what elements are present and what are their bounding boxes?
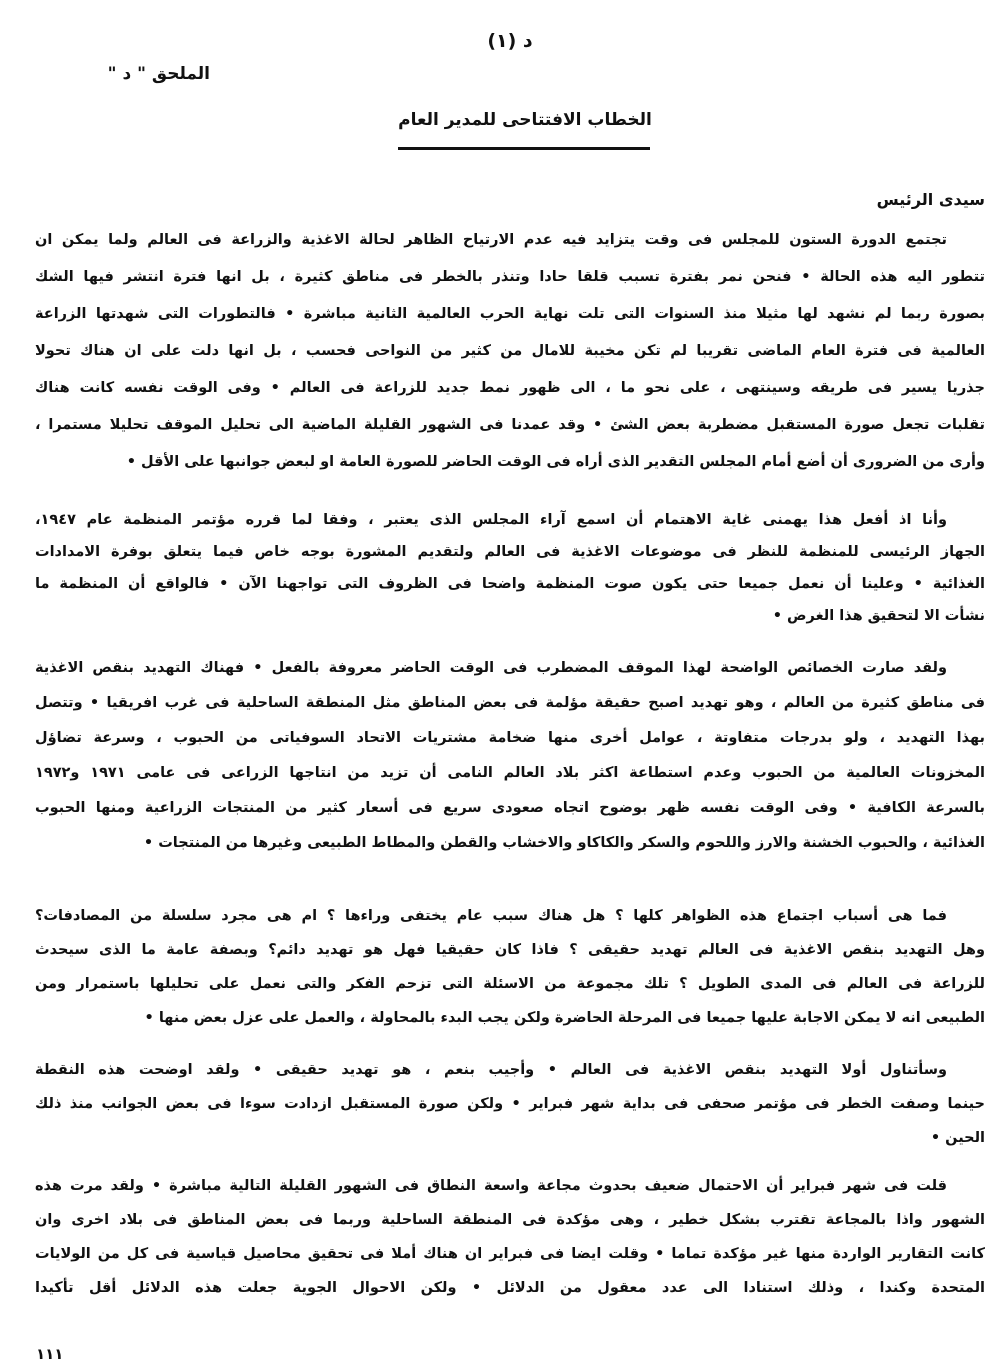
text-line: ولقد صارت الخصائص الواضحة لهذا الموقف المضطرب فى الوقت الحاضر معروفة بالفعل • فهناك التهديد بنقص الاغذية [35, 660, 947, 676]
page-number: ١١١ [36, 1345, 64, 1363]
text-line: للزراعة فى العالم فى المدى الطويل ؟ تلك مجموعة من الاسئلة التى تزحم الفكر والتى نعمل على تحليلها باستمرار ومن [35, 976, 985, 992]
text-line: قلت فى شهر فبراير أن الاحتمال ضعيف بحدوث مجاعة واسعة النطاق فى الشهور القليلة التالية مباشرة • ولقد مرت هذه [35, 1178, 947, 1194]
page-marker: د (١) [487, 30, 533, 52]
text-line: بالسرعة الكافية • وفى الوقت نفسه ظهر بوضوح اتجاه صعودى سريع فى أسعار كثير من المنتجات الزراعية ومنها الحبوب [35, 800, 985, 816]
text-line: تقلبات تجعل صورة المستقبل مضطربة بعض الشئ • وقد عمدنا فى الشهور القليلة الماضية الى تحليل الموقف تحليلا مستمرا ، [35, 417, 985, 433]
text-line: الحين • [930, 1130, 985, 1146]
text-line: نشأت الا لتحقيق هذا الغرض • [772, 608, 985, 624]
paragraph [35, 899, 985, 1035]
paragraph [35, 222, 985, 481]
text-line: الغذائية ، والحبوب الخشنة والارز واللحوم والسكر والكاكاو والاخشاب والقطن والمطاط الطبيعى وغيرها من المنتجات • [143, 835, 985, 851]
text-line: تتطور اليه هذه الحالة • فنحن نمر بفترة تسبب قلقا حادا وتنذر بالخطر فى مناطق كثيرة ، بل انها فترة انتشر فيها الشك [35, 269, 985, 285]
text-line: وهل التهديد بنقص الاغذية فى العالم تهديد حقيقى ؟ فاذا كان حقيقيا فهل هو تهديد دائم؟ وبصفة عامة ما الذى سيحدث [35, 942, 985, 958]
text-line: تجتمع الدورة الستون للمجلس فى وقت يتزايد فيه عدم الارتياح الظاهر لحالة الاغذية والزراعة فى العالم ولما يمكن ان [35, 232, 947, 248]
appendix-label: الملحق " د " [107, 64, 210, 84]
text-line: حينما وصفت الخطر فى مؤتمر صحفى فى بداية شهر فبراير • ولكن صورة المستقبل ازدادت سوءا فى بعض الجوانب منذ ذلك [35, 1096, 985, 1112]
text-line: الشهور واذا بالمجاعة تقترب بشكل خطير ، وهى مؤكدة فى المنطقة الساحلية وربما فى بعض المناطق فى بلاد اخرى وان [35, 1212, 985, 1228]
text-line: بهذا التهديد ، ولو بدرجات متفاوتة ، عوامل أخرى منها ضخامة مشتريات الاتحاد السوفياتى من الحبوب ، وسرعة تضاؤل [35, 730, 985, 746]
document-title: الخطاب الافتتاحى للمدير العام [398, 110, 652, 130]
text-line: وأرى من الضرورى أن أضع أمام المجلس التقدير الذى أراه فى الوقت الحاضر للصورة العامة او لبعض جوانبها على الأقل • [126, 454, 985, 470]
paragraph [35, 651, 985, 861]
text-line: الجهاز الرئيسى للمنظمة للنظر فى موضوعات الاغذية فى العالم ولتقديم المشورة بوجه خاص فيما يتعلق بوفرة الامدادات [35, 544, 985, 560]
text-line: فما هى أسباب اجتماع هذه الظواهر كلها ؟ هل هناك سبب عام يختفى وراءها ؟ ام هى مجرد سلسلة من المصادفات؟ [35, 908, 947, 924]
text-line: وأنا اذ أفعل هذا يهمنى غاية الاهتمام أن اسمع آراء المجلس الذى يعتبر ، وفقا لما قرره مؤتمر المنظمة عام ١٩٤٧، [35, 512, 947, 528]
text-line: فى مناطق كثيرة من العالم ، وهو تهديد اصبح حقيقة مؤلمة فى بعض المناطق مثل المنطقة الساحلية فى غرب افريقيا • وتتصل [35, 695, 985, 711]
paragraph [35, 1053, 985, 1155]
text-line: جذريا يسير فى طريقه وسينتهى ، على نحو ما ، الى ظهور نمط جديد للزراعة فى العالم • وفى الوقت نفسه كانت هناك [35, 380, 985, 396]
text-line: المتحدة وكندا ، وذلك استنادا الى عدد معقول من الدلائل • ولكن الاحوال الجوية جعلت هذه الدلائل أقل تأكيدا [35, 1280, 985, 1296]
text-line: الطبيعى انه لا يمكن الاجابة عليها جميعا فى المرحلة الحاضرة ولكن يجب البدء بالمحاولة ، والعمل على عزل بعض منها • [144, 1010, 985, 1026]
text-line: كانت التقارير الواردة منها غير مؤكدة تماما • وقلت ايضا فى فبراير ان هناك أملا فى تحقيق محاصيل قياسية فى كل من الولايات [35, 1246, 985, 1262]
salutation: سيدى الرئيس [876, 190, 985, 209]
text-line: الغذائية • وعلينا أن نعمل جميعا حتى يكون صوت المنظمة واضحا فى الظروف التى تواجهنا الآن • فالواقع أن المنظمة ما [35, 576, 985, 592]
paragraph [35, 1169, 985, 1305]
text-line: العالمية فى فترة العام الماضى تقريبا لم تكن مخيبة للامال من كثير من النواحى فحسب ، بل انها دلت على ان هناك تحولا [35, 343, 985, 359]
title-underline [398, 147, 650, 150]
text-line: المخزونات العالمية من الحبوب وعدم استطاعة اكثر بلاد العالم النامى أن تزيد من انتاجها الزراعى فى عامى ١٩٧١ و١٩٧٢ [35, 765, 986, 781]
text-line: بصورة ربما لم نشهد لها مثيلا منذ السنوات التى تلت نهاية الحرب العالمية الثانية مباشرة • فالتطورات التى شهدتها الزراعة [35, 306, 985, 322]
text-line: وسأتناول أولا التهديد بنقص الاغذية فى العالم • وأجيب بنعم ، هو تهديد حقيقى • ولقد اوضحت هذه النقطة [35, 1062, 947, 1078]
paragraph [35, 504, 985, 632]
